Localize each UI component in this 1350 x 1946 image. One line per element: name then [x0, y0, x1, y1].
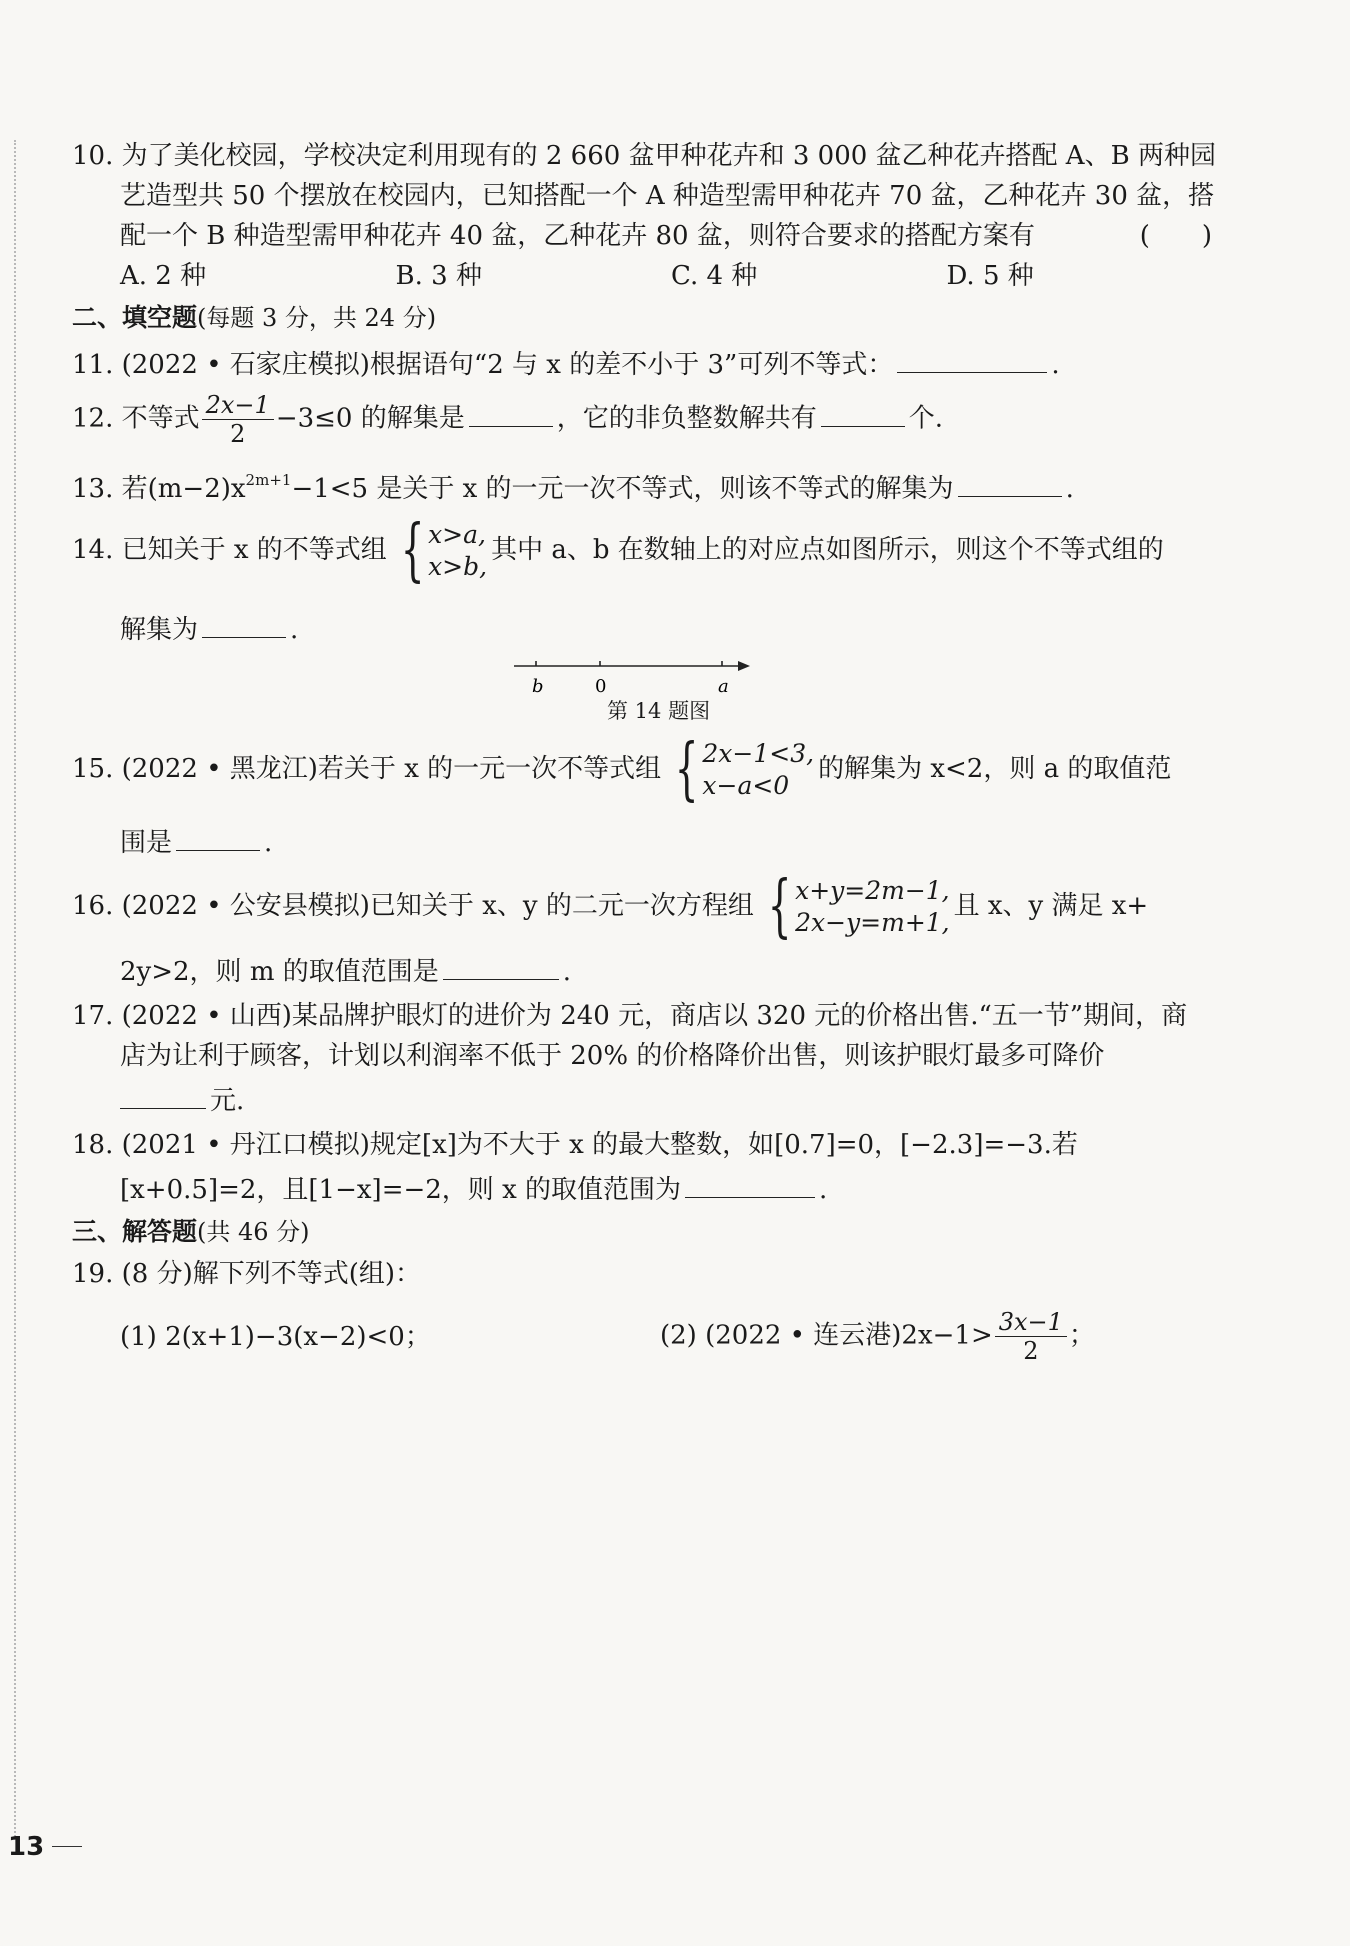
label-a: a: [718, 676, 729, 697]
q12-mid: ，它的非负整数解共有: [556, 403, 817, 434]
q10-line3-text: 配一个 B 种造型需甲种花卉 40 盆，乙种花卉 80 盆，则符合要求的搭配方案有: [120, 221, 1035, 251]
section-fill-blank-title: [72, 300, 1222, 336]
q18-end: .: [819, 1175, 828, 1205]
q16-end: .: [562, 957, 572, 987]
q16-sys-1: x+y=2m−1,: [795, 876, 950, 905]
option-d: D. 5 种: [946, 261, 1034, 291]
q16: [72, 867, 1222, 946]
q19-part2-end: ；: [1068, 1320, 1095, 1351]
label-b: b: [532, 676, 544, 697]
q15-line2: [72, 820, 1222, 861]
figure-caption: 第 14 题图: [607, 699, 711, 723]
q16-line2-text: 2y>2，则 m 的取值范围是: [120, 957, 439, 987]
q17-end: 元.: [210, 1086, 245, 1116]
q16-system: [758, 867, 950, 946]
q16-sys-2: 2x−y=m+1,: [795, 908, 950, 937]
q10-line3: [72, 218, 1222, 254]
section3-note: (共 46 分): [197, 1218, 310, 1246]
q15-sys-1: 2x−1<3,: [702, 739, 815, 768]
q11-answer-blank[interactable]: [897, 342, 1047, 373]
section2-title: 二、填空题: [72, 303, 198, 332]
q12-denominator: 2: [230, 420, 246, 448]
q13-pre: 13. 若(m−2)x: [72, 474, 246, 504]
q11: [72, 342, 1222, 383]
q19-part1: (1) 2(x+1)−3(x−2)<0；: [120, 1321, 431, 1352]
q15-end: .: [264, 828, 273, 858]
q19-parts: [72, 1308, 1222, 1365]
question-sheet: [72, 138, 1222, 1365]
option-a: A. 2 种: [120, 261, 207, 291]
q14-line2-text: 解集为: [120, 615, 199, 645]
q14-answer-blank[interactable]: [202, 607, 286, 638]
q19-fraction: [995, 1308, 1067, 1365]
q19-numerator: 3x−1: [995, 1308, 1067, 1337]
q12-fraction: [202, 391, 274, 448]
q14-pre: 14. 已知关于 x 的不等式组: [72, 535, 387, 565]
q10-line2: 艺造型共 50 个摆放在校园内，已知搭配一个 A 种造型需甲种花卉 70 盆，乙种花卉 30 盆，搭: [120, 181, 1215, 211]
q15-pre: 15. (2022 • 黑龙江)若关于 x 的一元一次不等式组: [72, 754, 662, 784]
q14-end: .: [290, 615, 299, 645]
page-margin-dots: [14, 140, 16, 1840]
q12-post: −3≤0 的解集是: [275, 403, 465, 434]
q15-post: 的解集为 x<2，则 a 的取值范: [818, 754, 1172, 784]
number-line-arrow: [738, 661, 750, 671]
q16-line2: [72, 949, 1222, 990]
q15: [72, 730, 1222, 809]
q13: [72, 462, 1222, 507]
left-brace: {: [400, 511, 425, 590]
left-brace: {: [674, 730, 699, 809]
q13-exponent: 2m+1: [245, 471, 292, 489]
number-line-figure: [72, 648, 1222, 728]
q17-line1: 17. (2022 • 山西)某品牌护眼灯的进价为 240 元，商店以 320 元的价格出售.“五一节”期间，商: [72, 1001, 1188, 1031]
q15-line2-text: 围是: [120, 828, 173, 858]
q14-system: [391, 511, 488, 590]
q12-answer-blank-1[interactable]: [469, 396, 553, 427]
q19-part2-pre: (2) (2022 • 连云港)2x−1>: [660, 1320, 993, 1351]
q14: [72, 511, 1222, 590]
q14-post: 其中 a、b 在数轴上的对应点如图所示，则这个不等式组的: [491, 535, 1164, 565]
q19: 19. (8 分)解下列不等式(组)：: [72, 1259, 421, 1289]
q13-post: −1<5 是关于 x 的一元一次不等式，则该不等式的解集为: [291, 474, 954, 504]
page-number: 13: [8, 1832, 45, 1862]
q15-sys-2: x−a<0: [702, 771, 790, 800]
q18-line2: [72, 1167, 1222, 1208]
left-brace: {: [767, 867, 792, 946]
number-line: [514, 652, 814, 702]
q14-sys-1: x>a,: [428, 520, 486, 549]
q10-options: [72, 258, 1222, 294]
q15-answer-blank[interactable]: [176, 820, 260, 851]
q17-line2: 店为让利于顾客，计划以利润率不低于 20% 的价格降价出售，则该护眼灯最多可降价: [120, 1041, 1105, 1071]
q12: [72, 391, 1222, 448]
q18-line2-text: [x+0.5]=2，且[1−x]=−2，则 x 的取值范围为: [120, 1175, 681, 1205]
q18-answer-blank[interactable]: [685, 1167, 815, 1198]
page-number-dash: [52, 1846, 82, 1847]
option-b: B. 3 种: [395, 261, 482, 291]
label-0: 0: [595, 676, 607, 697]
q12-answer-blank-2[interactable]: [821, 396, 905, 427]
section3-title: 三、解答题: [72, 1217, 198, 1246]
q19-part2: [660, 1308, 1095, 1365]
q11-text: 11. (2022 • 石家庄模拟)根据语句“2 与 x 的差不小于 3”可列不等式：: [72, 350, 894, 380]
q12-pre: 12. 不等式: [72, 403, 200, 434]
q14-line2: [72, 607, 1222, 648]
q15-system: [665, 730, 815, 809]
q17-answer-blank[interactable]: [120, 1078, 206, 1109]
q16-pre: 16. (2022 • 公安县模拟)已知关于 x、y 的二元一次方程组: [72, 891, 754, 921]
q16-post: 且 x、y 满足 x+: [953, 891, 1149, 921]
q12-numerator: 2x−1: [202, 391, 274, 420]
q19-denominator: 2: [1023, 1337, 1039, 1365]
q14-sys-2: x>b,: [428, 552, 488, 581]
q12-end: 个.: [908, 403, 944, 434]
q17-line3: [72, 1078, 1222, 1119]
q18-line1: 18. (2021 • 丹江口模拟)规定[x]为不大于 x 的最大整数，如[0.7]=0，[−2.3]=−3.若: [72, 1130, 1078, 1160]
section2-note: (每题 3 分，共 24 分): [197, 304, 437, 332]
q16-answer-blank[interactable]: [443, 949, 559, 980]
q10-line1: 10. 为了美化校园，学校决定利用现有的 2 660 盆甲种花卉和 3 000 盆乙种花卉搭配 A、B 两种园: [72, 141, 1216, 171]
q13-answer-blank[interactable]: [958, 466, 1062, 497]
q13-end: .: [1065, 474, 1074, 504]
section-solve-title: [72, 1214, 1222, 1250]
q11-end: .: [1051, 350, 1060, 380]
option-c: C. 4 种: [671, 261, 758, 291]
answer-paren: ( ): [1139, 221, 1212, 251]
